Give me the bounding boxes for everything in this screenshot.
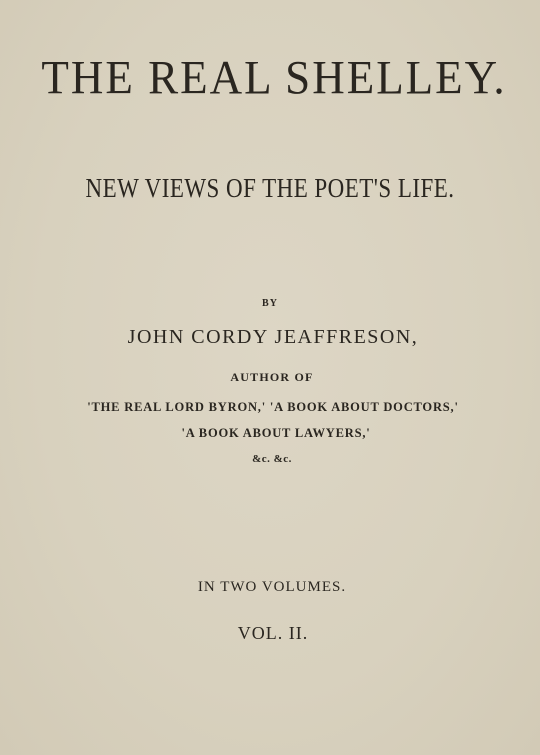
etcetera: &c. &c. <box>252 453 292 465</box>
author-name: JOHN CORDY JEAFFRESON, <box>127 326 419 348</box>
book-title: THE REAL SHELLEY. <box>41 51 507 105</box>
author-of-label: AUTHOR OF <box>230 370 314 384</box>
volume-number: VOL. II. <box>237 623 309 643</box>
other-works-line-2: 'A BOOK ABOUT LAWYERS,' <box>181 426 371 440</box>
by-label: BY <box>262 298 278 309</box>
volumes-note: IN TWO VOLUMES. <box>197 579 347 595</box>
book-subtitle: NEW VIEWS OF THE POET'S LIFE. <box>85 173 455 204</box>
other-works-line-1: 'THE REAL LORD BYRON,' 'A BOOK ABOUT DOCTORS,' <box>87 400 459 414</box>
